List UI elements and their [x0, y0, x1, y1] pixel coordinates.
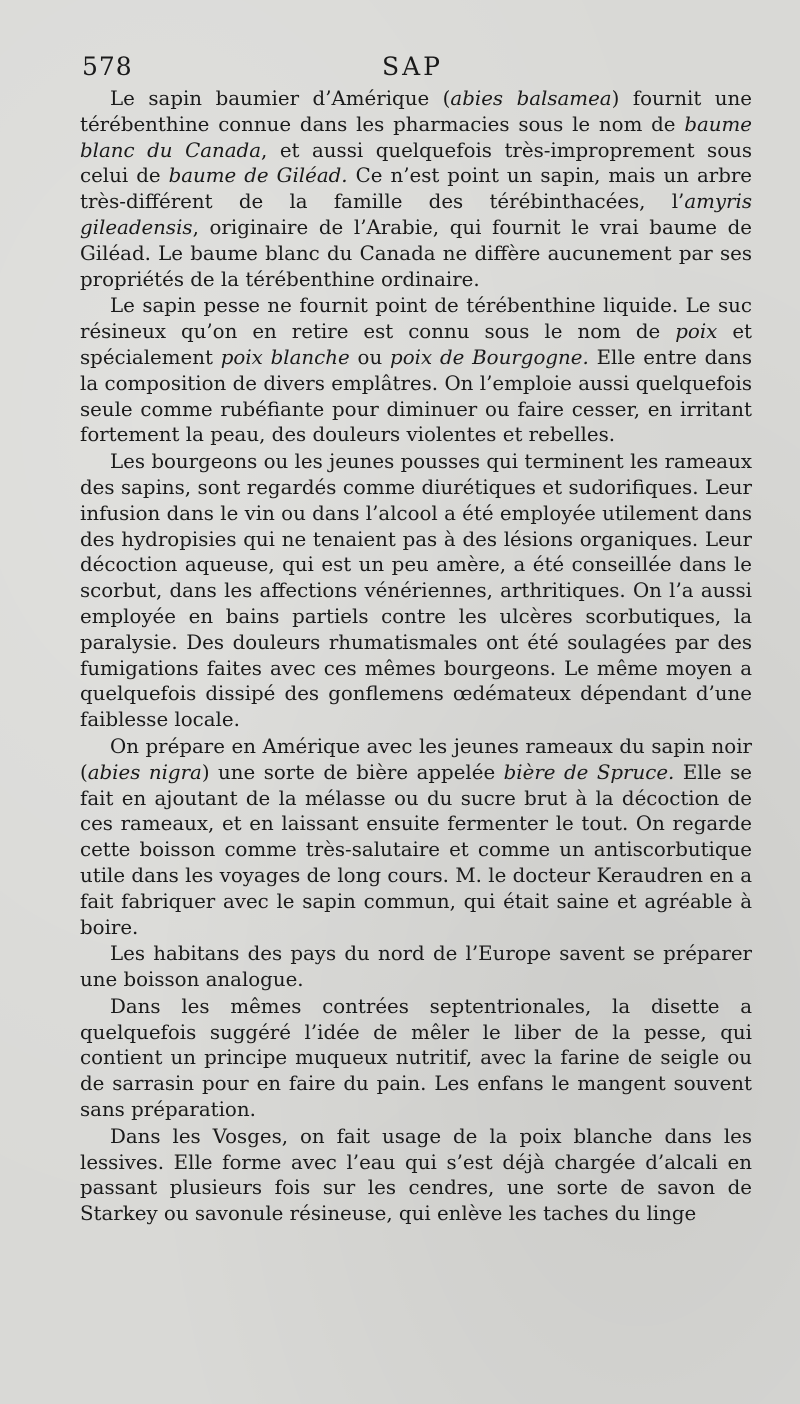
italic-term: baume de Giléad. — [168, 164, 348, 188]
italic-term: poix blanche — [220, 345, 350, 369]
text-run: , originaire de l’Arabie, qui fournit le vrai baume de Giléad. Le baume blanc du Canada ne diffère aucunement par ses propriétés de la térébenthine ordinaire. — [80, 215, 752, 291]
paragraph — [80, 1124, 752, 1227]
italic-term: poix — [675, 320, 718, 344]
text-run: On prépare en Amérique avec les jeunes rameaux du sapin noir ( — [80, 734, 752, 784]
italic-term: bière de Spruce. — [503, 760, 675, 784]
text-run: Dans les Vosges, on fait usage de la poix blanche dans les lessives. Elle forme avec l’eau qui s’est déjà chargée d’alcali en passant plusieurs fois sur les cendres, une sorte de savon de Starkey ou savonule résineuse, qui enlève les taches du linge — [80, 1124, 752, 1226]
paragraph — [80, 941, 752, 993]
paragraph — [80, 449, 752, 733]
paragraph — [80, 994, 752, 1123]
text-run: ) fournit une térébenthine connue dans les pharmacies sous le nom de — [80, 87, 752, 136]
italic-term: abies balsamea — [450, 87, 612, 110]
italic-term: abies nigra — [87, 760, 202, 784]
body-text — [80, 86, 752, 1227]
text-run: Le sapin pesse ne fournit point de térébenthine liquide. Le suc résineux qu’on en retire est connu sous le nom de — [80, 294, 752, 344]
text-run: Les bourgeons ou les jeunes pousses qui terminent les rameaux des sapins, sont regardés comme diurétiques et sudorifiques. Leur infusion dans le vin ou dans l’alcool a été employée utilement dans des hydropisies qui ne tenaient pas à des lésions organiques. Leur décoction aqueuse, qui est un peu amère, a été conseillée dans le scorbut, dans les affections vénériennes, arthritiques. On l’a aussi employée en bains partiels contre les ulcères scorbutiques, la paralysie. Des douleurs rhumatismales ont été soulagées par des fumigations faites avec ces mêmes bourgeons. Le même moyen a quelquefois dissipé des gonflemens œdémateux dépendant d’une faiblesse locale. — [80, 450, 752, 732]
text-run: Elle entre dans la composition de divers emplâtres. On l’emploie aussi quelquefois seule comme rubéfiante pour diminuer ou faire cesser, en irritant fortement la peau, des douleurs violentes et rebelles. — [80, 345, 752, 447]
text-run: Dans les mêmes contrées septentrionales, la disette a quelquefois suggéré l’idée de mêler le liber de la pesse, qui contient un principe muqueux nutritif, avec la farine de seigle ou de sarrasin pour en faire du pain. Les enfans le mangent souvent sans préparation. — [80, 994, 752, 1122]
italic-term: poix de Bourgogne. — [390, 345, 589, 369]
italic-term: amyris gileadensis — [80, 190, 752, 239]
text-run: et spécialement — [80, 320, 752, 369]
text-run: Les habitans des pays du nord de l’Europe savent se préparer une boisson analogue. — [80, 942, 752, 992]
text-run: ) une sorte de bière appelée — [201, 760, 504, 784]
text-run: , et aussi quelquefois très-improprement sous celui de — [80, 138, 753, 188]
text-run: Ce n’est point un sapin, mais un arbre très-différent de la famille des térébinthacées, l’ — [80, 164, 753, 214]
page-header — [82, 52, 750, 88]
page-number: 578 — [82, 52, 133, 81]
text-run: ou — [349, 345, 391, 369]
text-run: Elle se fait en ajoutant de la mélasse ou du sucre brut à la décoction de ces rameaux, et en laissant ensuite fermenter le tout. On regarde cette boisson comme très-salutaire et comme un antiscorbutique utile dans les voyages de long cours. M. le docteur Keraudren en a fait fabriquer avec le sapin commun, qui était saine et agréable à boire. — [80, 760, 752, 939]
running-head: SAP — [382, 52, 444, 81]
text-run: Le sapin baumier d’Amérique ( — [110, 87, 451, 110]
paragraph — [80, 86, 752, 292]
italic-term: baume blanc du Canada — [80, 112, 752, 162]
paragraph — [80, 734, 752, 940]
paragraph — [80, 293, 752, 448]
